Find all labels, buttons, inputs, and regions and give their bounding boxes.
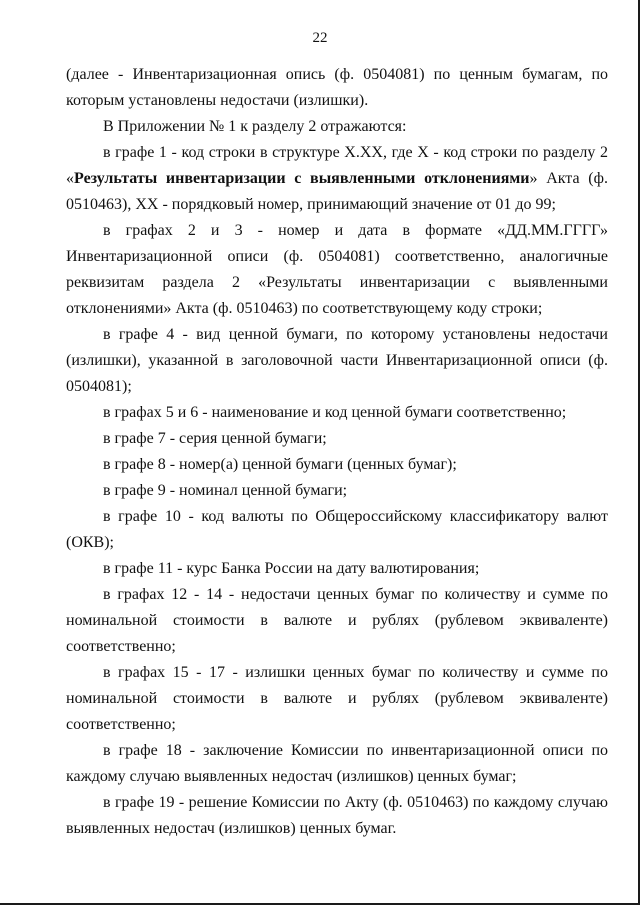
section-title-emphasis: Результаты инвентаризации с выявленными отклонениями xyxy=(74,170,530,187)
paragraph-column-9: в графе 9 - номинал ценной бумаги; xyxy=(103,482,348,499)
paragraph-column-8: в графе 8 - номер(а) ценной бумаги (ценных бумаг); xyxy=(103,456,457,473)
paragraph-column-19: в графе 19 - решение Комиссии по Акту (ф. 0510463) по каждому случаю выявленных недостач (излишков) ценных бумаг. xyxy=(66,794,608,837)
paragraph-column-18: в графе 18 - заключение Комиссии по инвентаризационной описи по каждому случаю выявленных недостач (излишков) ценных бумаг; xyxy=(66,742,608,785)
page-number: 22 xyxy=(312,30,328,46)
paragraph-column-7: в графе 7 - серия ценной бумаги; xyxy=(103,430,327,447)
paragraph-columns-2-3: в графах 2 и 3 - номер и дата в формате «ДД.ММ.ГГГГ» Инвентаризационной описи (ф. 0504081) соответственно, аналогичные реквизитам раздела 2 «Результаты инвентаризации с выявленными отклонениями» Акта (ф. 0510463) по соответствующему коду строки; xyxy=(66,222,608,317)
paragraph-intro: В Приложении № 1 к разделу 2 отражаются: xyxy=(103,118,407,135)
paragraph-columns-15-17: в графах 15 - 17 - излишки ценных бумаг по количеству и сумме по номинальной стоимости в валюте и рублях (рублевом эквиваленте) соответственно; xyxy=(66,664,608,733)
paragraph-column-10: в графе 10 - код валюты по Общероссийскому классификатору валют (ОКВ); xyxy=(66,508,608,551)
paragraph-column-4: в графе 4 - вид ценной бумаги, по которому установлены недостачи (излишки), указанной в заголовочной части Инвентаризационной описи (ф. 0504081); xyxy=(66,326,608,395)
paragraph-continuation: (далее - Инвентаризационная опись (ф. 0504081) по ценным бумагам, по которым установлены недостачи (излишки). xyxy=(66,66,608,109)
paragraph-columns-12-14: в графах 12 - 14 - недостачи ценных бумаг по количеству и сумме по номинальной стоимости в валюте и рублях (рублевом эквиваленте) соответственно; xyxy=(66,586,608,655)
document-body xyxy=(66,62,608,842)
paragraph-column-11: в графе 11 - курс Банка России на дату валютирования; xyxy=(103,560,480,577)
paragraph-column-1: в графе 1 - код строки в структуре Х.ХХ, где Х - код строки по разделу 2 «Результаты инвентаризации с выявленными отклонениями» Акта (ф. 0510463), ХХ - порядковый номер, принимающий значение от 01 до 99; xyxy=(66,144,608,213)
paragraph-columns-5-6: в графах 5 и 6 - наименование и код ценной бумаги соответственно; xyxy=(103,404,567,421)
